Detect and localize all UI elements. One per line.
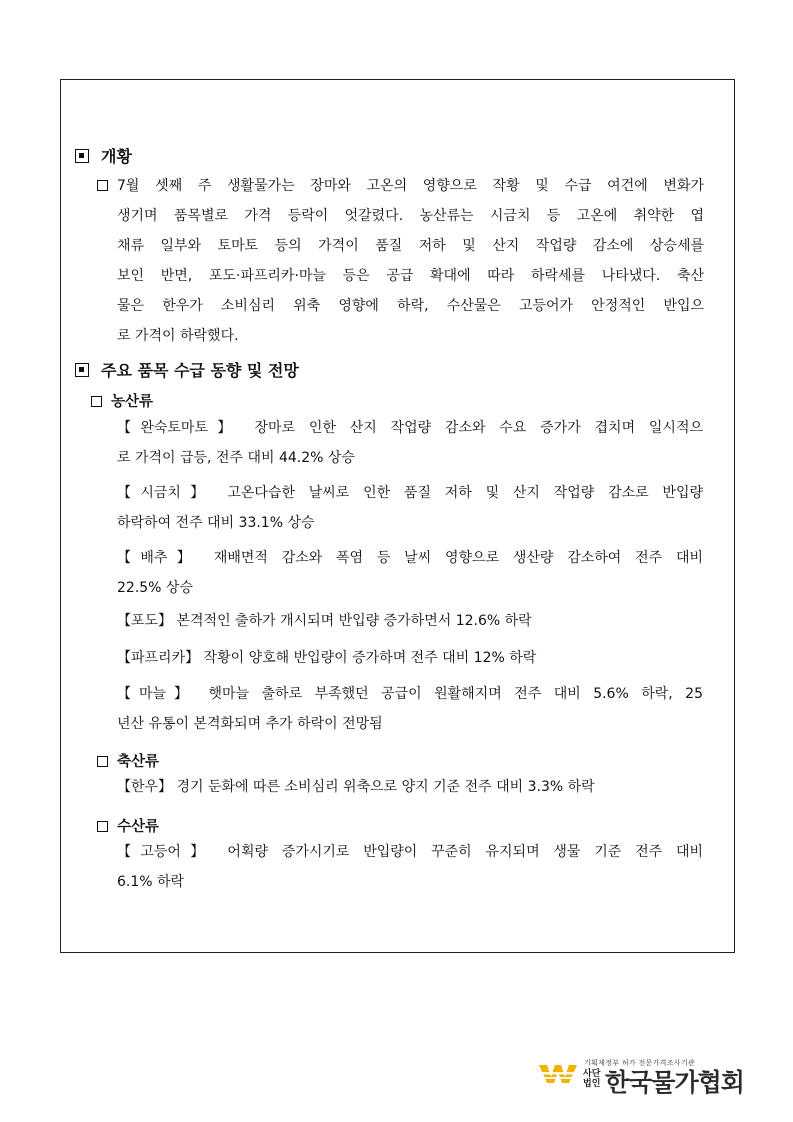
livestock-heading [97,750,159,771]
item-line: 【고등어】 어획량 증가시기로 반입량이 꾸준히 유지되며 생물 기준 전주 대비 [117,844,703,860]
fishery-heading [97,815,159,836]
item-line: 【마늘】 햇마늘 출하로 부족했던 공급이 원활해지며 전주 대비 5.6% 하락, 25 [117,686,703,702]
item-line: 【완숙토마토】 장마로 인한 산지 작업량 감소와 수요 증가가 겹치며 일시적으 [117,420,703,436]
list-item [117,679,703,739]
overview-line: 보인 반면, 포도·파프리카·마늘 등은 공급 확대에 따라 하락세를 나타냈다. 축산 [117,268,704,284]
livestock-heading-text: 축산류 [117,754,160,770]
list-item [117,643,703,673]
item-line: 년산 유통이 본격화되며 추가 하락이 전망됨 [117,716,383,732]
overview-heading-text: 개황 [101,147,132,166]
logo-tagline: 기획재정부 허가 전문가격조사기관 [584,1059,695,1067]
item-line: 22.5% 상승 [117,580,193,596]
trends-heading [75,358,299,381]
item-line: 【파프리카】 작황이 양호해 반입량이 증가하며 전주 대비 12% 하락 [117,650,537,666]
logo-org-name: 한국물가협회 [605,1068,744,1097]
agri-heading [91,390,153,411]
logo-corp [583,1069,600,1089]
overview-paragraph [97,171,704,351]
filled-square-icon [75,149,89,163]
list-item [117,837,703,897]
square-bullet-icon [97,756,108,767]
item-line: 로 가격이 급등, 전주 대비 44.2% 상승 [117,450,355,466]
overview-line: 물은 한우가 소비심리 위축 영향에 하락, 수산물은 고등어가 안정적인 반입으 [117,298,704,314]
overview-line: 7월 셋째 주 생활물가는 장마와 고온의 영향으로 작황 및 수급 여건에 변화가 [117,178,704,194]
item-line: 【한우】 경기 둔화에 따른 소비심리 위축으로 양지 기준 전주 대비 3.3% 하락 [117,779,595,795]
logo-corp-bottom: 법인 [583,1079,601,1089]
square-bullet-icon [97,180,108,191]
square-bullet-icon [91,396,102,407]
list-item [117,478,703,538]
logo-mark-icon [539,1063,579,1085]
list-item [117,606,703,636]
list-item [117,413,703,473]
square-bullet-icon [97,821,108,832]
filled-square-icon [75,363,89,377]
logo-corp-top: 사단 [583,1069,601,1079]
overview-line: 생기며 품목별로 가격 등락이 엇갈렸다. 농산류는 시금치 등 고온에 취약한 엽 [117,208,704,224]
item-line: 【시금치】 고온다습한 날씨로 인한 품질 저하 및 산지 작업량 감소로 반입량 [117,485,703,501]
overview-heading [75,144,132,167]
overview-line: 채류 일부와 토마토 등의 가격이 품질 저하 및 산지 작업량 감소에 상승세를 [117,238,704,254]
item-line: 【포도】 본격적인 출하가 개시되며 반입량 증가하면서 12.6% 하락 [117,613,532,629]
list-item [117,772,703,802]
item-line: 6.1% 하락 [117,874,185,890]
item-line: 하락하여 전주 대비 33.1% 상승 [117,515,315,531]
organization-logo [537,1058,744,1097]
item-line: 【배추】 재배면적 감소와 폭염 등 날씨 영향으로 생산량 감소하여 전주 대비 [117,550,703,566]
overview-line: 로 가격이 하락했다. [117,328,239,344]
agri-heading-text: 농산류 [111,394,154,410]
list-item [117,543,703,603]
fishery-heading-text: 수산류 [117,819,160,835]
trends-heading-text: 주요 품목 수급 동향 및 전망 [101,361,299,380]
